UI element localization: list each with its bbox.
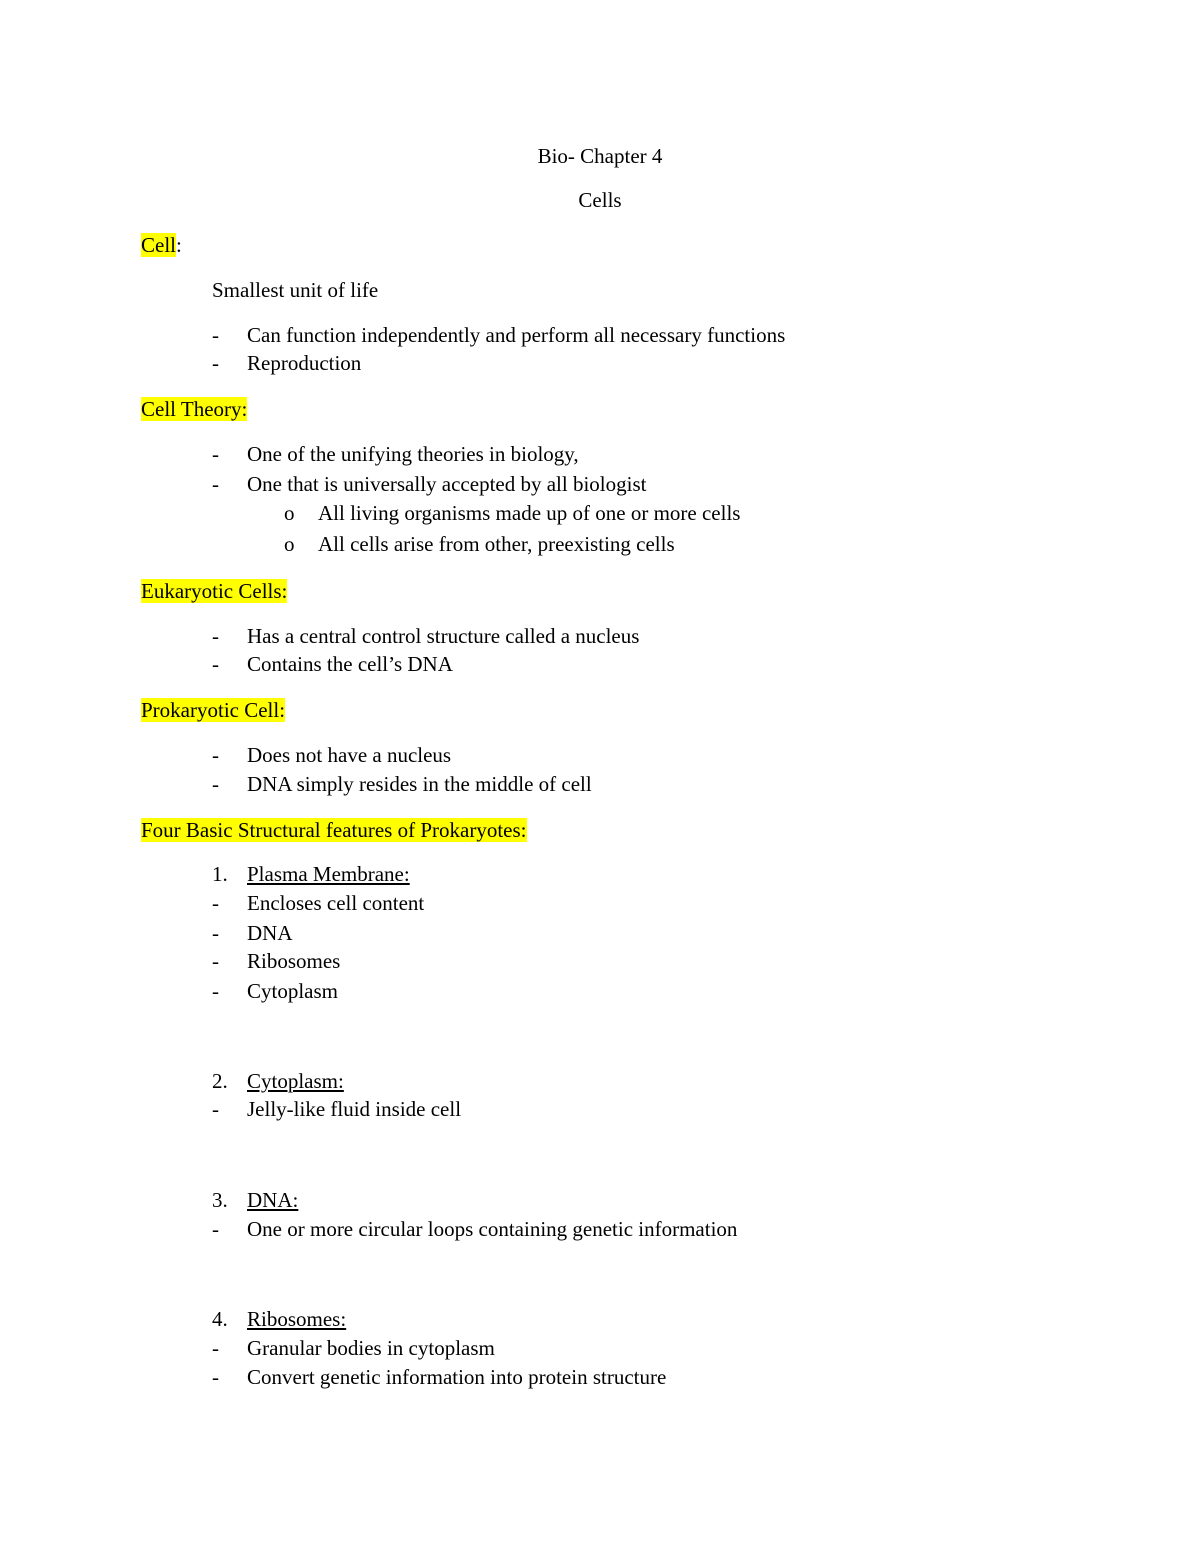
bullet-dash: -: [212, 891, 219, 915]
bullet-o: o: [284, 532, 295, 556]
cell-theory-item: One of the unifying theories in biology,: [247, 442, 579, 466]
cell-theory-heading: Cell Theory:: [141, 397, 248, 421]
section-item: One or more circular loops containing genetic information: [247, 1217, 738, 1241]
bullet-dash: -: [212, 351, 219, 375]
section-number: 1.: [212, 862, 228, 886]
section-item: Jelly-like fluid inside cell: [247, 1097, 462, 1121]
section-number: 4.: [212, 1307, 228, 1331]
bullet-dash: -: [212, 652, 219, 676]
section-item: Ribosomes: [247, 949, 341, 973]
bullet-dash: -: [212, 1217, 219, 1241]
section-number: 3.: [212, 1188, 228, 1212]
cell-theory-item: One that is universally accepted by all biologist: [247, 472, 647, 496]
bullet-dash: -: [212, 949, 219, 973]
prokaryotic-heading: Prokaryotic Cell:: [141, 698, 286, 722]
section-item: Granular bodies in cytoplasm: [247, 1336, 495, 1360]
bullet-dash: -: [212, 1097, 219, 1121]
section-title: Cytoplasm:: [247, 1069, 344, 1093]
section-item: Convert genetic information into protein structure: [247, 1365, 667, 1389]
section-number: 2.: [212, 1069, 228, 1093]
prokaryotic-item: Does not have a nucleus: [247, 743, 452, 767]
eukaryotic-item: Contains the cell’s DNA: [247, 652, 453, 676]
prokaryotic-item: DNA simply resides in the middle of cell: [247, 772, 592, 796]
cell-heading-label: Cell: [141, 233, 176, 257]
cell-definition: Smallest unit of life: [212, 278, 379, 302]
eukaryotic-heading: Eukaryotic Cells:: [141, 579, 288, 603]
document-title: Bio- Chapter 4: [537, 144, 663, 168]
bullet-dash: -: [212, 442, 219, 466]
bullet-dash: -: [212, 921, 219, 945]
section-title: Ribosomes:: [247, 1307, 347, 1331]
bullet-dash: -: [212, 979, 219, 1003]
cell-heading: [141, 232, 182, 258]
bullet-dash: -: [212, 772, 219, 796]
eukaryotic-item: Has a central control structure called a nucleus: [247, 624, 640, 648]
cell-theory-subitem: All cells arise from other, preexisting cells: [318, 532, 675, 556]
document-subtitle: Cells: [578, 188, 622, 212]
bullet-dash: -: [212, 472, 219, 496]
bullet-dash: -: [212, 1336, 219, 1360]
cell-heading-colon: :: [176, 233, 182, 257]
cell-theory-subitem: All living organisms made up of one or more cells: [318, 501, 741, 525]
bullet-dash: -: [212, 624, 219, 648]
section-item: Encloses cell content: [247, 891, 425, 915]
section-item: DNA: [247, 921, 293, 945]
bullet-dash: -: [212, 1365, 219, 1389]
bullet-o: o: [284, 501, 295, 525]
cell-item: Can function independently and perform all necessary functions: [247, 323, 786, 347]
bullet-dash: -: [212, 743, 219, 767]
cell-item: Reproduction: [247, 351, 362, 375]
section-title: DNA:: [247, 1188, 299, 1212]
bullet-dash: -: [212, 323, 219, 347]
section-title: Plasma Membrane:: [247, 862, 410, 886]
section-item: Cytoplasm: [247, 979, 339, 1003]
features-heading: Four Basic Structural features of Prokaryotes:: [141, 818, 527, 842]
